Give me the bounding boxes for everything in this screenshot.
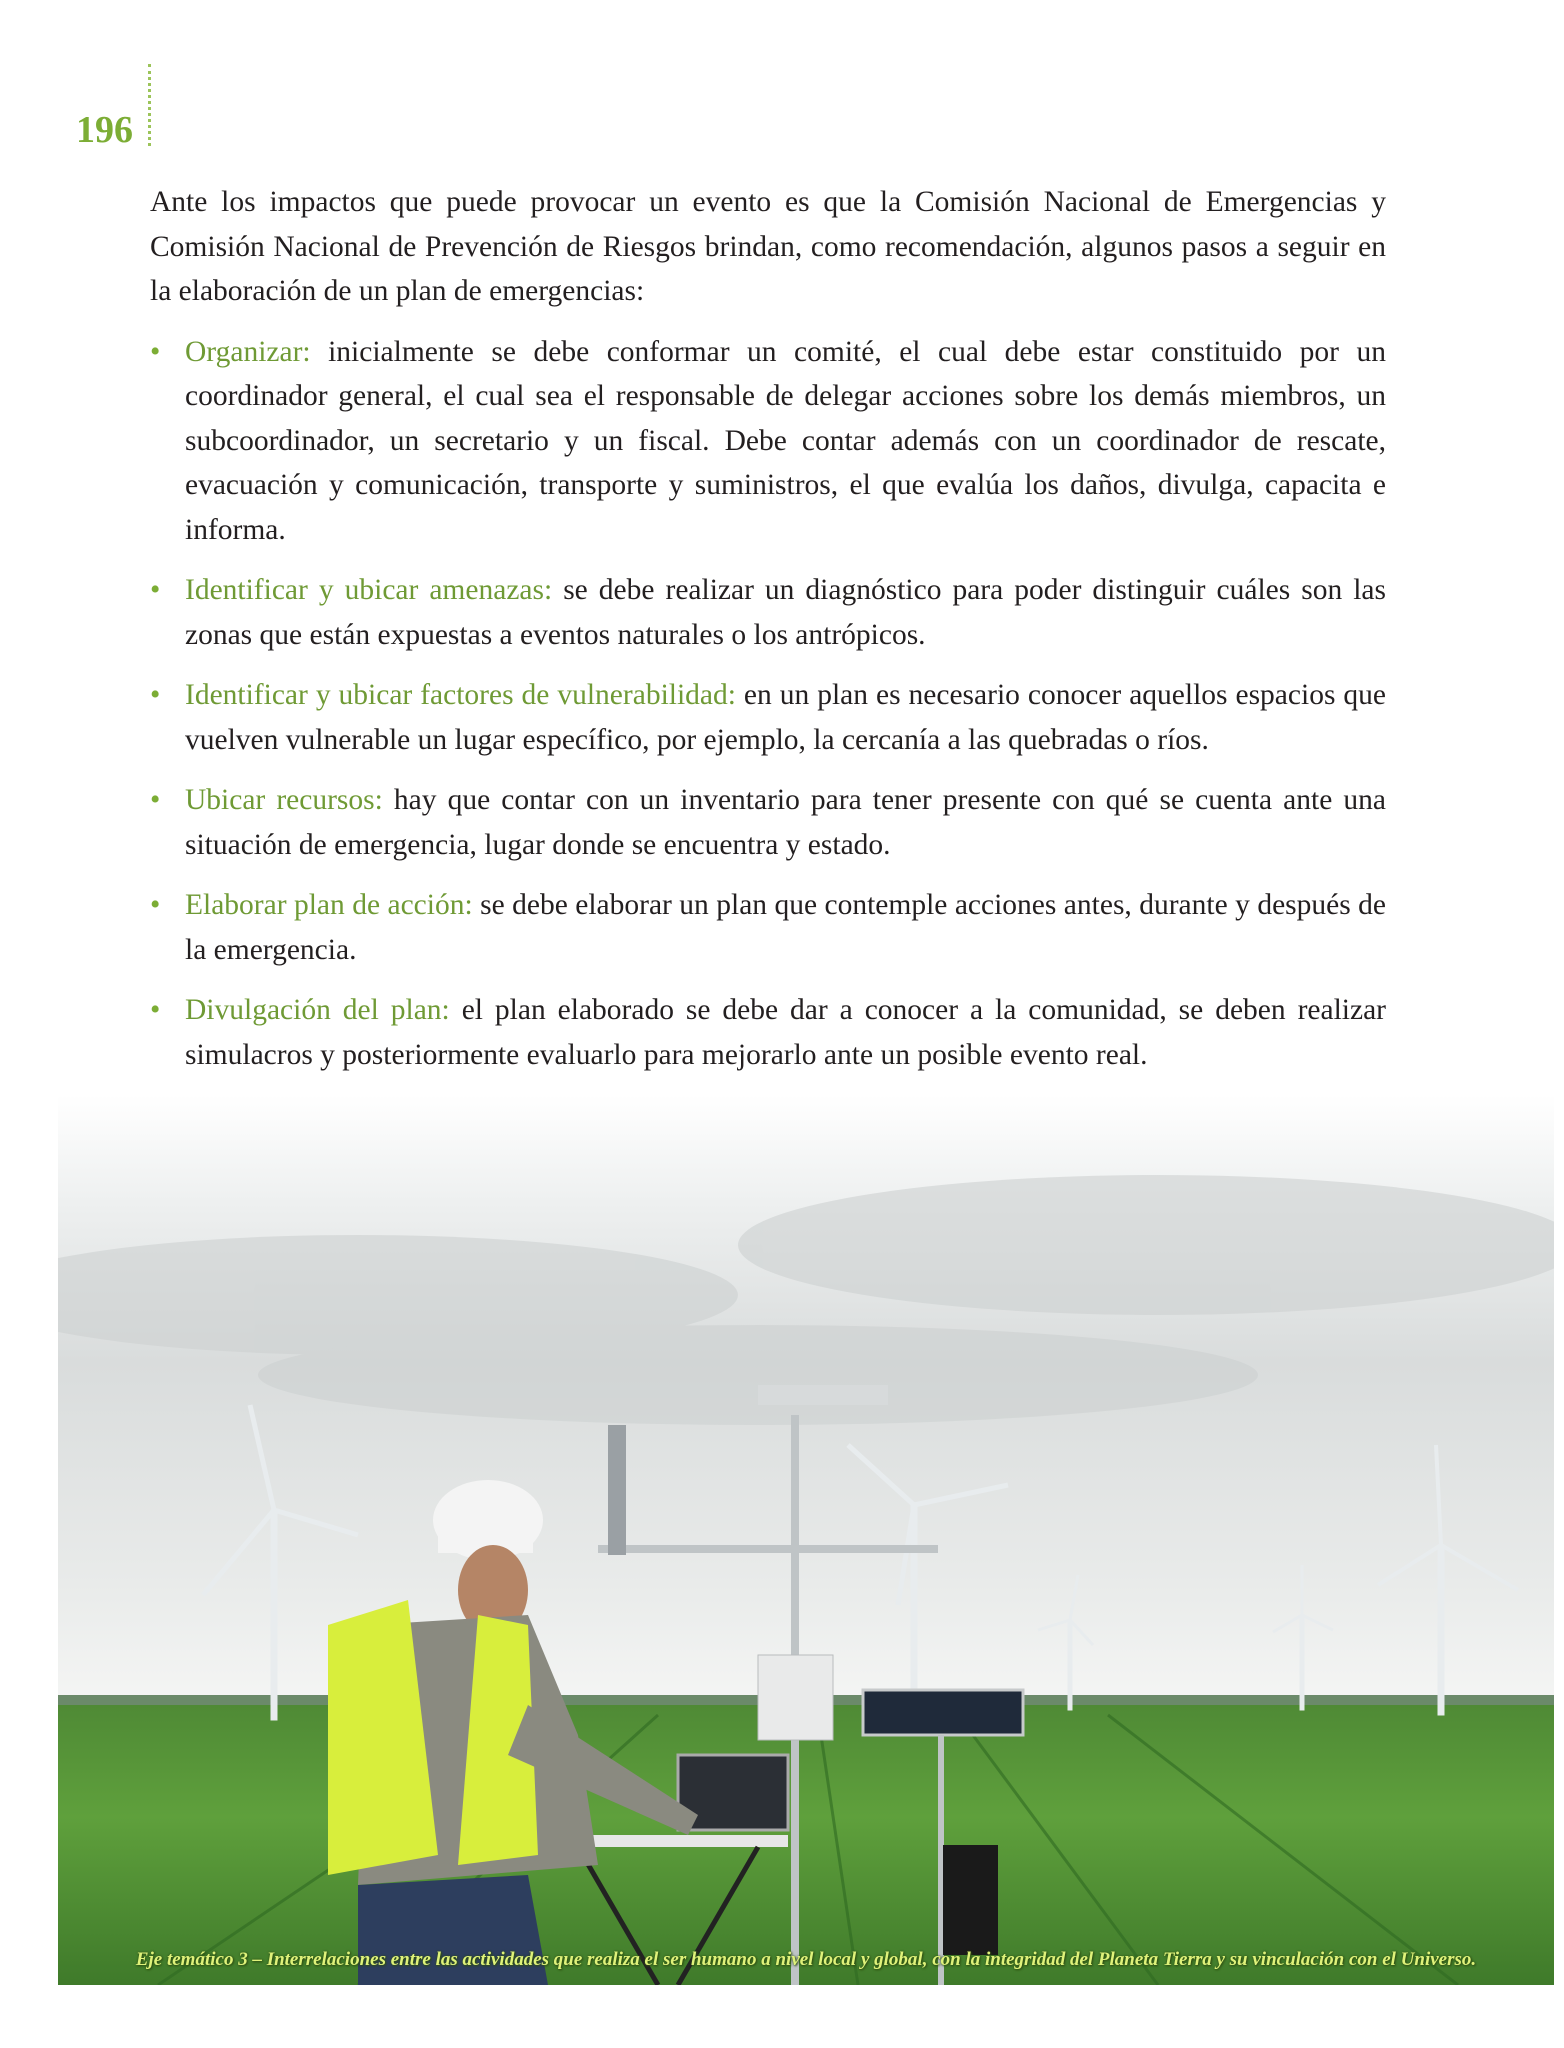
step-term: Identificar y ubicar amenazas: <box>185 574 553 606</box>
step-text: se debe realizar un diagnóstico para poder distinguir cuáles son las zonas que están expuestas a eventos naturales o los antrópicos. <box>185 574 1386 651</box>
bullet-icon: • <box>150 784 161 816</box>
steps-list <box>150 330 1386 1078</box>
photo-illustration <box>58 1095 1554 1985</box>
solar-panel <box>863 1690 1023 1735</box>
list-item <box>150 673 1386 762</box>
page-footer-caption: Eje temático 3 – Interrelaciones entre las actividades que realiza el ser humano a nivel local y global, con la integridad del Planeta Tierra y su vinculación con el Universo. <box>135 1949 1477 1970</box>
list-item <box>150 778 1386 867</box>
step-term: Divulgación del plan: <box>185 994 450 1026</box>
step-text: el plan elaborado se debe dar a conocer a la comunidad, se deben realizar simulacros y posteriormente evaluarlo para mejorarlo ante un posible evento real. <box>185 994 1386 1071</box>
step-text: hay que contar con un inventario para tener presente con qué se cuenta ante una situación de emergencia, lugar donde se encuentra y estado. <box>185 784 1386 861</box>
weather-station-photo <box>58 1095 1554 1985</box>
page-number-divider <box>148 64 151 146</box>
page-edge <box>1554 1095 1564 1985</box>
step-term: Ubicar recursos: <box>185 784 383 816</box>
bullet-icon: • <box>150 335 161 368</box>
bullet-icon: • <box>150 994 161 1026</box>
step-term: Elaborar plan de acción: <box>185 889 473 921</box>
body-text <box>150 180 1386 1093</box>
corn-field <box>58 1705 1554 1985</box>
step-text: se debe elaborar un plan que contemple acciones antes, durante y después de la emergencia. <box>185 889 1386 966</box>
bullet-icon: • <box>150 889 161 921</box>
step-text: en un plan es necesario conocer aquellos espacios que vuelven vulnerable un lugar específico, por ejemplo, la cercanía a las quebradas o ríos. <box>185 679 1386 756</box>
list-item <box>150 883 1386 972</box>
page-number: 196 <box>76 109 133 151</box>
list-item <box>150 330 1386 553</box>
bullet-icon: • <box>150 679 161 711</box>
step-text: inicialmente se debe conformar un comité, el cual debe estar constituido por un coordinador general, el cual sea el responsable de delegar acciones sobre los demás miembros, un subcoordinador, un secretario y un fiscal. Debe contar además con un coordinador de rescate, evacuación y comunicación, transporte y suministros, el que evalúa los daños, divulga, capacita e informa. <box>185 335 1386 546</box>
bullet-icon: • <box>150 574 161 606</box>
step-term: Organizar: <box>185 335 311 368</box>
list-item <box>150 568 1386 657</box>
list-item <box>150 988 1386 1077</box>
intro-paragraph: Ante los impactos que puede provocar un evento es que la Comisión Nacional de Emergencias y Comisión Nacional de Prevención de Riesgos brindan, como recomendación, algunos pasos a seguir en la elaboración de un plan de emergencias: <box>150 186 1386 307</box>
step-term: Identificar y ubicar factores de vulnerabilidad: <box>185 679 736 711</box>
